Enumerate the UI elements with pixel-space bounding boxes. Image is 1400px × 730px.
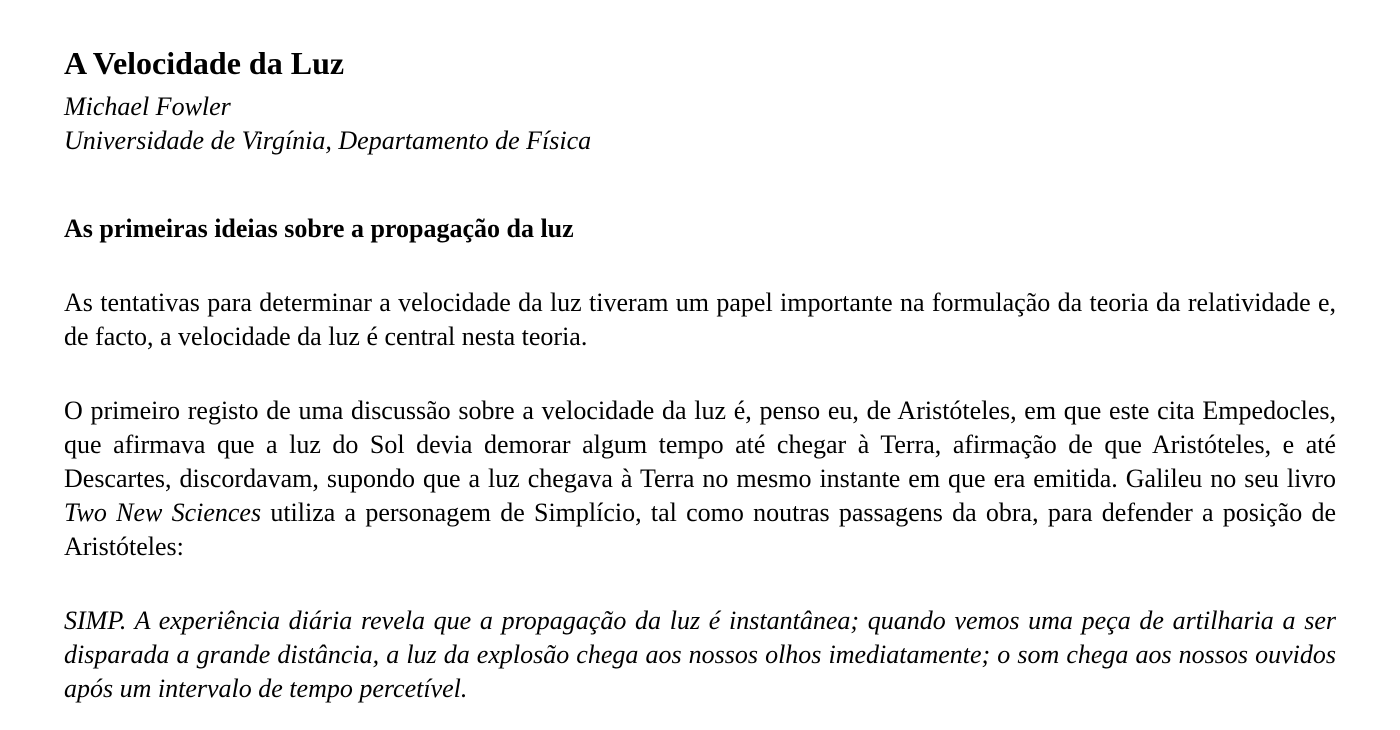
document-page	[64, 44, 1336, 706]
author-name: Michael Fowler	[64, 92, 231, 121]
paragraph-intro: As tentativas para determinar a velocidade da luz tiveram um papel importante na formulação da teoria da relatividade e, de facto, a velocidade da luz é central nesta teoria.	[64, 288, 1336, 351]
section-heading: As primeiras ideias sobre a propagação da luz	[64, 214, 574, 243]
document-title: A Velocidade da Luz	[64, 45, 345, 81]
paragraph-history-text-start: O primeiro registo de uma discussão sobre a velocidade da luz é, penso eu, de Aristóteles, em que este cita Empedocles, que afirmava que a luz do Sol devia demorar algum tempo até chegar à Terra, afirmação de que Aristóteles, e até Descartes, discordavam, supondo que a luz chegava à Terra no mesmo instante em que era emitida. Galileu no seu livro	[64, 396, 1336, 493]
author-affiliation: Universidade de Virgínia, Departamento de Física	[64, 126, 592, 155]
paragraph-history	[64, 394, 1336, 564]
byline	[64, 90, 1336, 158]
paragraph-history-text-end: utiliza a personagem de Simplício, tal como noutras passagens da obra, para defender a posição de Aristóteles:	[64, 498, 1336, 561]
book-title: Two New Sciences	[64, 498, 262, 527]
simplicio-quote: SIMP. A experiência diária revela que a propagação da luz é instantânea; quando vemos uma peça de artilharia a ser disparada a grande distância, a luz da explosão chega aos nossos olhos imediatamente; o som chega aos nossos ouvidos após um intervalo de tempo percetível.	[64, 606, 1336, 703]
